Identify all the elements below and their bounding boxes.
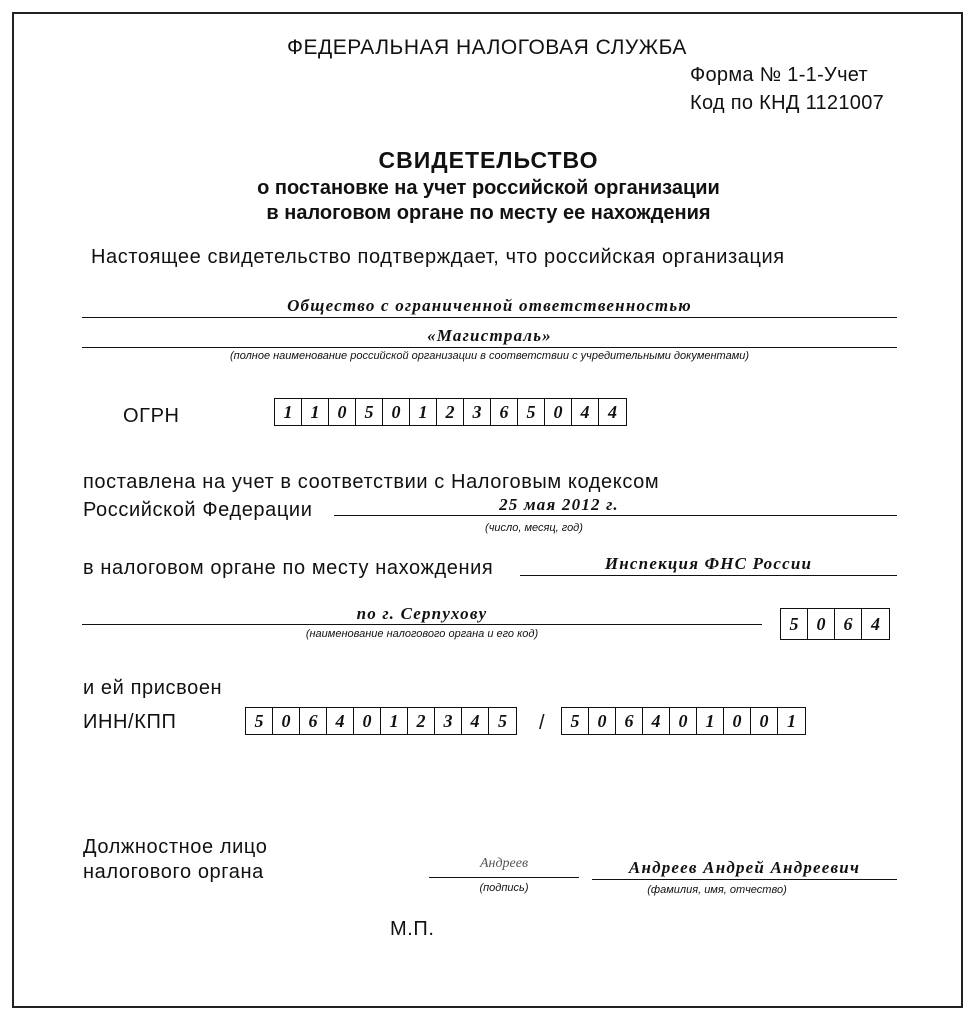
kpp-digit: 1 [697, 708, 724, 734]
kpp-cells [561, 707, 806, 735]
ogrn-digit: 0 [545, 399, 572, 425]
inn-kpp-separator: / [539, 712, 546, 734]
ogrn-label: ОГРН [123, 405, 180, 427]
doc-title: СВИДЕТЕЛЬСТВО [378, 147, 599, 173]
tax-authority-underline-1 [520, 575, 897, 576]
stamp-place: М.П. [390, 918, 435, 940]
registration-date-underline [334, 515, 897, 516]
kpp-digit: 0 [751, 708, 778, 734]
ogrn-digit: 5 [518, 399, 545, 425]
org-name-underline-2 [82, 347, 897, 348]
official-label-1: Должностное лицо [83, 836, 268, 858]
tax-authority-name-1: Инспекция ФНС России [604, 554, 813, 573]
registration-line2: Российской Федерации [83, 499, 313, 521]
tax-authority-hint: (наименование налогового органа и его код) [305, 628, 539, 640]
inn-digit: 4 [462, 708, 489, 734]
official-label-2: налогового органа [83, 861, 264, 883]
ogrn-digit: 1 [302, 399, 329, 425]
ogrn-digit: 0 [383, 399, 410, 425]
official-name-hint: (фамилия, имя, отчество) [647, 884, 787, 896]
signature: Андреев [479, 856, 529, 871]
org-name-line1: Общество с ограниченной ответственностью [287, 296, 692, 315]
tax-authority-underline-2 [82, 624, 762, 625]
tax-code-digit: 4 [871, 613, 880, 634]
inn-cells [245, 707, 517, 735]
kpp-digit: 1 [787, 710, 796, 731]
ogrn-digit: 0 [329, 399, 356, 425]
tax-code-digit: 0 [808, 609, 835, 639]
tax-code-digit: 6 [835, 609, 862, 639]
doc-subtitle-1: о постановке на учет российской организации [257, 177, 720, 199]
org-name-underline-1 [82, 317, 897, 318]
inn-digit: 5 [498, 710, 507, 731]
inn-kpp-label: ИНН/КПП [83, 711, 177, 733]
ogrn-digit: 3 [464, 399, 491, 425]
official-full-name: Андреев Андрей Андреевич [628, 858, 861, 877]
assigned-text: и ей присвоен [83, 677, 223, 699]
signature-underline [429, 877, 579, 878]
kpp-digit: 4 [643, 708, 670, 734]
ogrn-digit: 6 [491, 399, 518, 425]
tax-authority-label: в налоговом органе по месту нахождения [83, 557, 494, 579]
ogrn-digit: 2 [437, 399, 464, 425]
kpp-digit: 6 [616, 708, 643, 734]
tax-authority-name-2: по г. Серпухову [356, 604, 488, 623]
kpp-digit: 5 [562, 708, 589, 734]
knd-code: Код по КНД 1121007 [690, 92, 885, 114]
ogrn-digit: 4 [572, 399, 599, 425]
kpp-digit: 0 [589, 708, 616, 734]
inn-digit: 1 [381, 708, 408, 734]
org-name-hint: (полное наименование российской организации в соответствии с учредительными документами) [229, 350, 750, 362]
registration-line1: поставлена на учет в соответствии с Налоговым кодексом [83, 471, 660, 493]
inn-digit: 2 [408, 708, 435, 734]
ogrn-digit: 1 [410, 399, 437, 425]
ogrn-digit: 1 [275, 399, 302, 425]
inn-digit: 4 [327, 708, 354, 734]
tax-authority-code-cells [780, 608, 890, 640]
inn-digit: 0 [273, 708, 300, 734]
intro-text: Настоящее свидетельство подтверждает, что российская организация [91, 246, 785, 268]
registration-date: 25 мая 2012 г. [499, 495, 619, 514]
tax-code-digit: 5 [781, 609, 808, 639]
kpp-digit: 0 [670, 708, 697, 734]
signature-hint: (подпись) [479, 882, 529, 894]
ogrn-digit: 4 [608, 401, 617, 422]
kpp-digit: 0 [724, 708, 751, 734]
doc-subtitle-2: в налоговом органе по месту ее нахождения [266, 202, 711, 224]
ogrn-cells [274, 398, 627, 426]
ogrn-digit: 5 [356, 399, 383, 425]
inn-digit: 6 [300, 708, 327, 734]
official-name-underline [592, 879, 897, 880]
agency-name: ФЕДЕРАЛЬНАЯ НАЛОГОВАЯ СЛУЖБА [287, 36, 687, 59]
inn-digit: 0 [354, 708, 381, 734]
inn-digit: 3 [435, 708, 462, 734]
org-name-line2: «Магистраль» [427, 326, 552, 345]
form-number: Форма № 1-1-Учет [690, 64, 869, 86]
registration-date-hint: (число, месяц, год) [485, 522, 583, 534]
inn-digit: 5 [246, 708, 273, 734]
